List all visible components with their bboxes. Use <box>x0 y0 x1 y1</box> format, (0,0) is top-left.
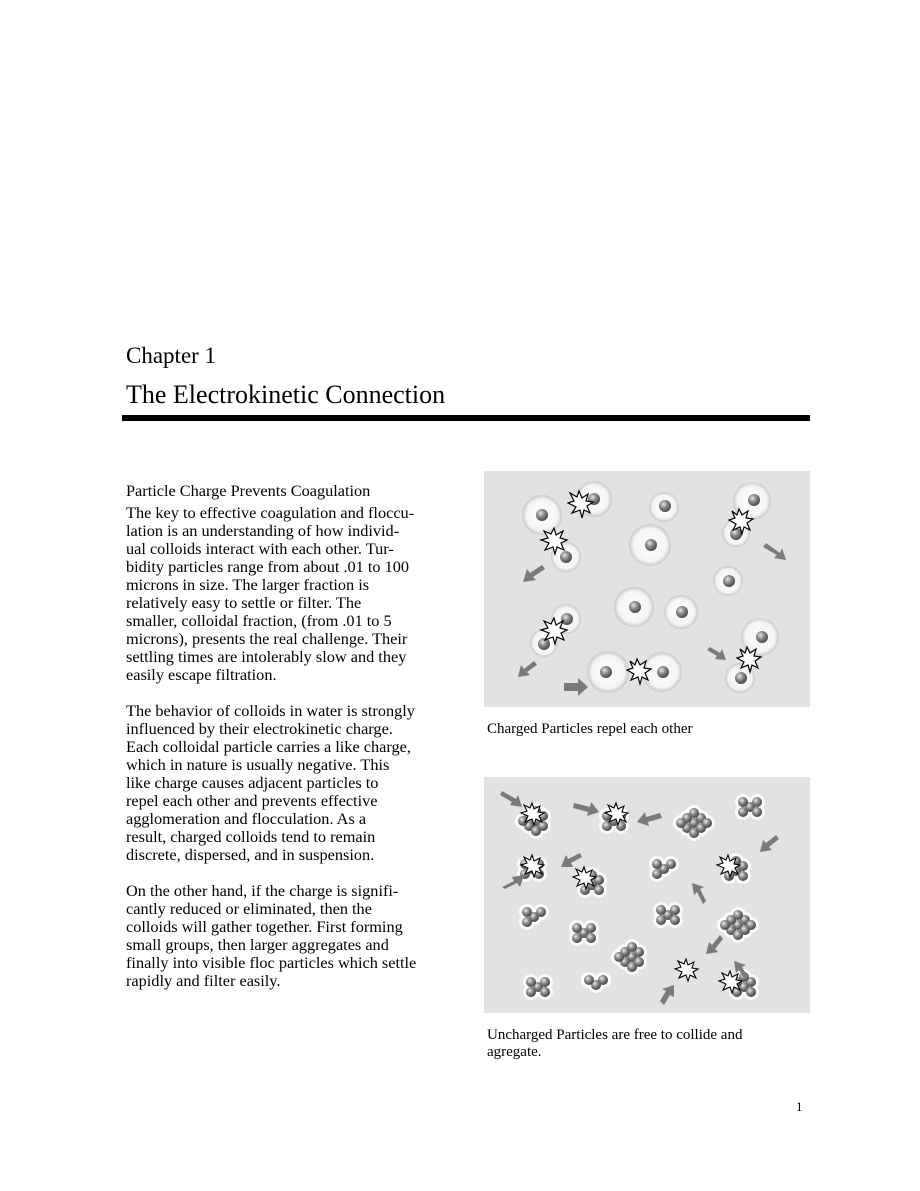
collision-spark-icon <box>541 618 567 644</box>
motion-arrow-icon <box>518 661 537 677</box>
motion-arrow-icon <box>564 678 588 696</box>
particle-aggregate <box>653 902 683 928</box>
motion-arrow-icon <box>706 935 723 954</box>
figure-caption: Charged Particles repel each other <box>487 721 693 737</box>
motion-arrow-icon <box>523 565 545 582</box>
motion-arrow-icon <box>573 802 599 816</box>
particle-aggregate <box>717 907 759 943</box>
charged-particle <box>629 524 671 566</box>
motion-arrow-icon <box>763 543 786 560</box>
particle-aggregate <box>581 972 611 993</box>
body-paragraph: On the other hand, if the charge is signifi- cantly reduced or eliminated, then the colloids will gather together. First forming small groups, then larger aggregates and finally into visible floc particles which settle rapidly and filter easily. <box>126 881 417 990</box>
figure-caption: Uncharged Particles are free to collide and agregate. <box>487 1027 743 1060</box>
charged-particle <box>522 495 562 535</box>
particle-aggregate <box>735 794 765 820</box>
particle-aggregate <box>673 805 715 841</box>
page-number: 1 <box>796 1099 803 1114</box>
uncharged-particles-illustration <box>484 777 810 1013</box>
collision-spark-icon <box>541 528 567 554</box>
particle-aggregate <box>519 904 549 930</box>
particle-aggregate <box>569 920 599 946</box>
charged-particle <box>614 587 654 627</box>
chapter-label: Chapter 1 <box>126 343 217 368</box>
motion-arrow-icon <box>561 853 582 867</box>
motion-arrow-icon <box>692 883 706 904</box>
charged-particle <box>587 651 629 693</box>
heading-rule <box>122 415 810 421</box>
motion-arrow-icon <box>660 985 674 1005</box>
particle-aggregate <box>523 974 553 1000</box>
particle-aggregate <box>611 939 647 975</box>
charged-particle <box>649 492 679 522</box>
chapter-title: The Electrokinetic Connection <box>126 380 446 409</box>
charged-particle <box>664 595 698 629</box>
motion-arrow-icon <box>707 647 726 660</box>
body-paragraph: The key to effective coagulation and floccu- lation is an understanding of how individ- ual colloids interact with each other. Tur- bidity particles range from about .01 to 100 microns in size. The larger fraction is relatively easy to settle or filter. The smaller, colloidal fraction, (from .01 to 5 microns), presents the real challenge. Their settling times are intolerably slow and they easily escape filtration. <box>126 503 415 684</box>
charged-particle <box>713 566 743 596</box>
particle-aggregate <box>649 856 679 882</box>
motion-arrow-icon <box>500 791 522 807</box>
charged-particle <box>642 652 682 692</box>
charged-particles-illustration <box>484 471 810 707</box>
motion-arrow-icon <box>502 875 524 889</box>
motion-arrow-icon <box>637 812 662 826</box>
section-heading: Particle Charge Prevents Coagulation <box>126 481 371 500</box>
body-paragraph: The behavior of colloids in water is strongly influenced by their electrokinetic charge. Each colloidal particle carries a like charge, which in nature is usually negative. This like charge causes adjacent particles to repel each other and prevents effective agglomeration and flocculation. As a result, charged colloids tend to remain discrete, dispersed, and in suspension. <box>126 701 415 864</box>
body-text-column <box>126 482 466 1008</box>
motion-arrow-icon <box>760 835 779 852</box>
collision-spark-icon <box>675 959 698 981</box>
particle-clusters <box>515 794 765 1000</box>
